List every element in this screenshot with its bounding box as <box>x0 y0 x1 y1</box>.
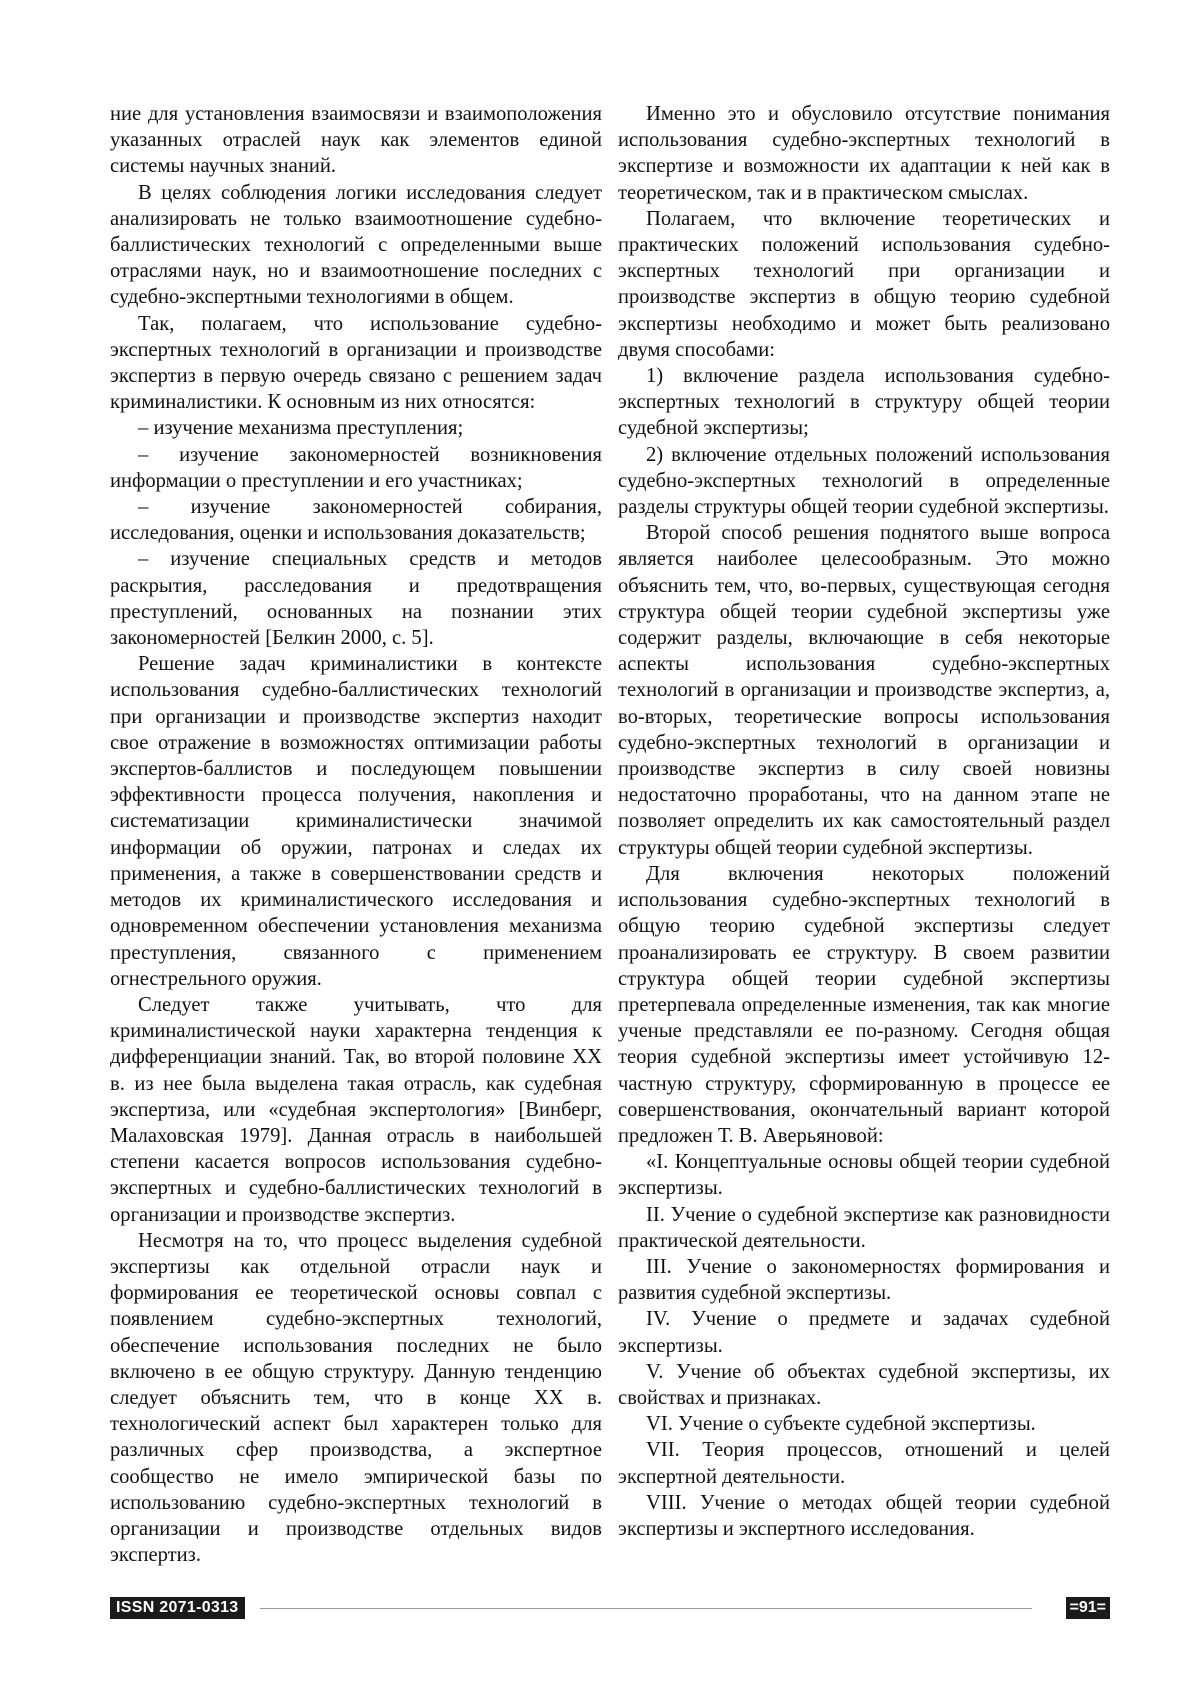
paragraph: Полагаем, что включение теоретических и практических положений использования судебно-экспертных технологий при организации и производстве экспертиз в общую теорию судебной экспертизы необходимо и может быть реализовано двумя способами: <box>618 207 1110 361</box>
paragraph: ние для установления взаимосвязи и взаимоположения указанных отраслей наук как элементов единой системы научных знаний. <box>110 103 602 178</box>
list-item: V. Учение об объектах судебной экспертизы, их свойствах и признаках. <box>618 1360 1110 1409</box>
list-item: III. Учение о закономерностях формирования и развития судебной экспертизы. <box>618 1255 1110 1305</box>
list-item: IV. Учение о предмете и задачах судебной экспертизы. <box>618 1308 1110 1357</box>
paragraph: Решение задач криминалистики в контексте использования судебно-баллистических технологий при организации и производстве экспертиз находит свое отражение в возможностях оптимизации работы экспертов-баллистов и последующем повышении эффективности процесса получения, накопления и систематизации криминалистически значимой информации об оружии, патронах и следах их применения, а также в совершенствовании средств и методов их криминалистического исследования и одновременном обеспечении установления механизма преступления, связанного с применением огнестрельного оружия. <box>110 653 602 990</box>
list-item: 1) включение раздела использования судебно-экспертных технологий в структуру общей теории судебной экспертизы; <box>618 365 1110 440</box>
footer-divider <box>260 1608 1032 1609</box>
paragraph: Следует также учитывать, что для криминалистической науки характерна тенденция к дифференциации знаний. Так, во второй половине XX в. из нее была выделена такая отрасль, как судебная экспертиза, или «судебная экспертология» [Винберг, Малаховская 1979]. Данная отрасль в наибольшей степени касается вопросов использования судебно-экспертных и судебно-баллистических технологий в организации и производстве экспертиз. <box>110 993 602 1226</box>
paragraph: Так, полагаем, что использование судебно-экспертных технологий в организации и производстве экспертиз в первую очередь связано с решением задач криминалистики. К основным из них относятся: <box>110 312 602 414</box>
right-column <box>618 101 1110 1542</box>
list-item: VI. Учение о субъекте судебной экспертизы. <box>646 1413 1036 1436</box>
paragraph: В целях соблюдения логики исследования следует анализировать не только взаимоотношение судебно-баллистических технологий с определенными выше отраслями наук, но и взаимоотношение последних с судебно-экспертными технологиями в общем. <box>110 181 602 309</box>
list-item: – изучение закономерностей возникновения информации о преступлении и его участниках; <box>110 443 602 492</box>
list-item: 2) включение отдельных положений использования судебно-экспертных технологий в определенные разделы структуры общей теории судебной экспертизы. <box>618 443 1110 519</box>
list-item: – изучение механизма преступления; <box>138 417 464 440</box>
issn-label: ISSN 2071-0313 <box>110 1597 245 1619</box>
list-item: «I. Концептуальные основы общей теории судебной экспертизы. <box>618 1151 1110 1200</box>
paragraph: Второй способ решения поднятого выше вопроса является наиболее целесообразным. Это можно объяснить тем, что, во-первых, существующая сегодня структура общей теории судебной экспертизы уже содержит разделы, включающие в себя некоторые аспекты использования судебно-экспертных технологий в организации и производстве экспертиз, а, во-вторых, теоретические вопросы использования судебно-экспертных технологий в организации и производстве экспертиз в силу своей новизны недостаточно проработаны, что на данном этапе не позволяет определить их как самостоятельный раздел структуры общей теории судебной экспертизы. <box>618 522 1110 859</box>
list-item: II. Учение о судебной экспертизе как разновидности практической деятельности. <box>618 1203 1110 1252</box>
list-item: VIII. Учение о методах общей теории судебной экспертизы и экспертного исследования. <box>618 1491 1110 1540</box>
page-number: =91= <box>1066 1597 1110 1619</box>
left-column <box>110 101 602 1568</box>
paragraph: Именно это и обусловило отсутствие понимания использования судебно-экспертных технологий в экспертизе и возможности их адаптации к ней как в теоретическом, так и в практическом смыслах. <box>618 103 1110 204</box>
list-item: VII. Теория процессов, отношений и целей экспертной деятельности. <box>618 1439 1110 1488</box>
paragraph: Несмотря на то, что процесс выделения судебной экспертизы как отдельной отрасли наук и формирования ее теоретической основы совпал с появлением судебно-экспертных технологий, обеспечение использования последних не было включено в ее общую структуру. Данную тенденцию следует объяснить тем, что в конце XX в. технологический аспект был характерен только для различных сфер производства, а экспертное сообщество не имело эмпирической базы по использованию судебно-экспертных технологий в организации и производстве отдельных видов экспертиз. <box>110 1229 602 1567</box>
list-item: – изучение закономерностей собирания, исследования, оценки и использования доказательств; <box>110 496 602 545</box>
page-footer <box>110 1597 1110 1619</box>
list-item: – изучение специальных средств и методов раскрытия, расследования и предотвращения преступлений, основанных на познании этих закономерностей [Белкин 2000, с. 5]. <box>110 548 602 650</box>
paragraph: Для включения некоторых положений использования судебно-экспертных технологий в общую теорию судебной экспертизы следует проанализировать ее структуру. В своем развитии структура общей теории судебной экспертизы претерпевала определенные изменения, так как многие ученые представляли ее по-разному. Сегодня общая теория судебной экспертизы имеет устойчивую 12-частную структуру, сформированную в процессе ее совершенствования, окончательный вариант которой предложен Т. В. Аверьяновой: <box>618 862 1110 1147</box>
